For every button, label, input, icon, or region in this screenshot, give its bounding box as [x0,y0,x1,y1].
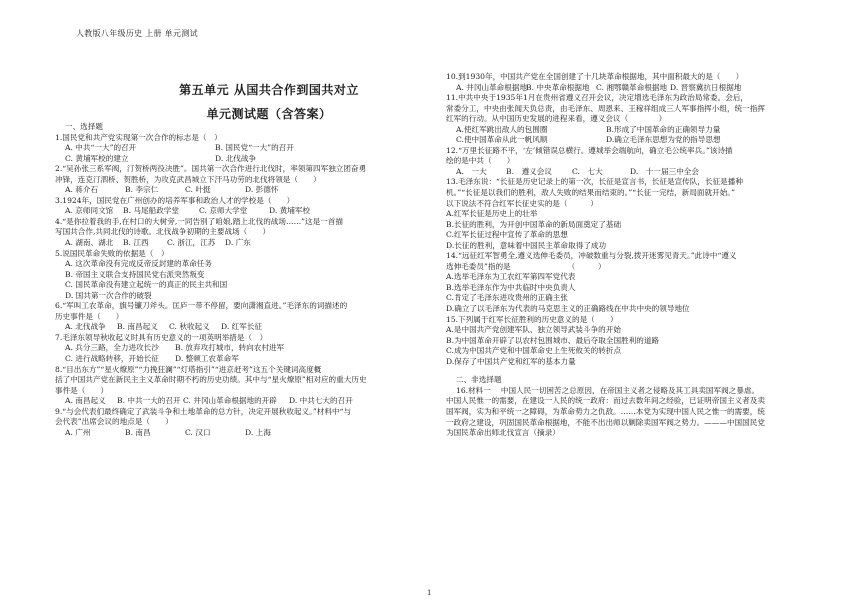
answer-options-row [55,206,423,217]
answer-option: C. 叶挺 [185,185,211,195]
question-text-line: A.选举毛泽东为工农红军第四军党代表 [446,272,576,282]
question-text-line: 11.中共中央于1935年1月在贵州省遵义召开会议，决定增选毛泽东为政治局常委。会后， [446,93,749,103]
answer-option: B. 放弃攻打城市，转向农村进军 [175,343,285,353]
question-text-line: 7.毛泽东领导秋收起义时具有历史意义的一项英明举措是（ ） [55,332,268,342]
answer-option: D. 晋察冀抗日根据地 [670,82,742,92]
answer-option: A. 京师同文馆 [65,206,114,216]
question-text-line: 二、非选择题 [456,375,502,385]
question-text-line: 会代表”出席会议的地点是（ ） [55,417,173,427]
answer-option: A. 南昌起义 [65,396,106,406]
question-text-line: 8.“目出东方”“星火燎原”“力挽狂澜”“灯塔指引”“进京赶考”这五个关键词高度概 [55,364,322,374]
question-text-line: 5.说国民革命失败的依据是（ ） [55,248,169,258]
answer-options-row [55,322,423,333]
question-text-line: 4.“是你拉着我的手,在村口的大树旁,一同告别了咱娘,踏上北伐的战场……”这是一首描 [55,216,344,226]
answer-option: C. 黄埔军校的建立 [65,153,129,163]
answer-options-row [446,167,794,178]
answer-option: A. 兵分三路，全力进攻长沙 [65,343,159,353]
answer-option: A. 广州 [65,427,91,437]
answer-option: C. 七大 [572,166,603,176]
answer-options-row [55,428,423,439]
question-text-line: B.长征的胜利，为开创中国革命的新局面奠定了基础 [446,219,622,229]
answer-options-row [446,125,794,136]
question-text-line: A.红军长征是历史上的壮举 [446,209,538,219]
question-text-line: 事件是（ ） [55,385,109,395]
answer-option: C. 井冈山革命根据地的开辟 [183,396,277,406]
question-text-line: 历史事件是（ ） [55,311,124,321]
answer-option: C. 浙江，江苏 [167,238,216,248]
question-text-line: 绘的是中共（ ） [446,156,515,166]
answer-option: A.使红军跳出敌人的包围圈 [456,124,548,134]
answer-option: A. 湖南、湖北 [65,238,114,248]
answer-option: D. 北伐战争 [215,153,257,163]
question-text-line: 常委分工，中央由张闻天负总责，由毛泽东、周恩来、王稼祥组成三人军事指挥小组，统一指挥 [446,103,765,113]
question-text-line: D. 国共第一次合作的破裂 [65,290,152,300]
page-number: 1 [427,589,432,597]
question-text-line: C. 国民革命没有建立起统一的真正的民主共和国 [65,280,228,290]
question-text-line: D.长征的胜利，意味着中国民主革命取得了成功 [446,240,607,250]
left-questions [55,133,423,439]
question-text-line: 13.毛泽东说：“长征是历史记录上的第一次，长征是宣言书，长征是宣传队，长征是播种 [446,177,743,187]
answer-option: B. 李宗仁 [125,185,159,195]
question-text-line: D.确立了以毛泽东为代表的马克思主义的正确路线在中共中央的领导地位 [446,304,690,314]
question-text-line: 10.到1930年，中国共产党在全国创建了十几块革命根据地，其中面积最大的是（ ） [446,72,744,81]
answer-option: B. 马尾船政学堂 [123,206,179,216]
question-text-line: 红军的行动。从中国历史发展的进程来看，遵义会议（ ） [446,114,667,124]
question-text-line: 冲锋，连克汀泗桥、贺胜桥，为攻克武昌城立下汗马功劳的北伐将领是（ ） [55,174,321,184]
page-header: 人教版八年级历史 上册 单元测试 [76,29,198,38]
question-text-line: 6.“军叫工农革命，旗号镰刀斧头。匡庐一带不停留，要向潇湘直进。”毛泽东的词描述的 [55,301,348,311]
answer-option: D. 中共七大的召开 [289,396,353,406]
question-text-line: A.是中国共产党创建军队、独立领导武装斗争的开始 [446,325,621,335]
answer-options-row [55,396,423,407]
test-subtitle: 单元测试题（含答案） [206,107,332,121]
answer-option: B. 南昌起义 [117,322,158,332]
answer-option: B. 遵义会议 [506,166,552,176]
question-text-line: 写国共合作,共同北伐的诗歌。北伐战争初期的主要战场（ ） [55,227,271,237]
answer-options-row [446,83,794,94]
answer-option: B. 国民党“一大”的召开 [215,143,294,153]
answer-option: B. 中央革命根据地 [526,82,590,92]
question-text-line: B. 帝国主义联合支持国民党右派突然叛变 [65,269,205,279]
right-questions [446,72,794,439]
answer-option: A. 井冈山革命根据地 [456,82,528,92]
question-text-line: C.红军长征过程中宣传了革命的思想 [446,230,568,240]
question-text-line: D.保存了中国共产党和红军的基本力量 [446,356,576,366]
answer-option: D. 十一届三中全会 [630,166,699,176]
answer-option: C. 秋收起义 [169,322,210,332]
answer-option: C. 京师大学堂 [199,206,248,216]
question-text-line: B.选举毛泽东作为中共临时中央负责人 [446,282,576,292]
answer-options-row [55,143,423,154]
answer-option: A. 北伐战争 [65,322,106,332]
question-text-line: 机。”“长征是以我们的胜利，敌人失败的结果而结束的。”“长征一完结，新局面就开始。” [446,188,735,198]
question-text-line: 以下说法不符合红军长征史实的是（ ） [446,198,598,208]
question-text-line: 国军阀，实为和平统一之障碍，为革命势力之仇敌。……本党为实现中国人民之惟一的需要，统 [446,406,765,416]
answer-option: D. 整顿工农革命军 [175,354,239,364]
question-text-line: 15.下列属于红军长征胜利的历史意义的是（ ） [446,314,618,324]
question-text-line: 中国人民惟一的需要，在建设一人民的统一政府：而过去数年间之经验，已证明帝国主义者及卖 [446,396,765,406]
right-column [446,72,794,439]
question-text-line: C.肯定了毛泽东进攻贵州的正确主张 [446,293,568,303]
question-text-line: 选伸毛委员”指的是 （ ） [446,261,606,271]
answer-options-row [446,135,794,146]
answer-option: D. 红军长征 [221,322,263,332]
answer-option: D. 上海 [245,427,271,437]
question-text-line: 2.“吴孙张三系军阀，汀贺桥两役决胜”。国共第一次合作进行北伐时，率领第四军独立团奋勇 [55,164,367,174]
answer-options-row [55,343,423,354]
answer-options-row [55,154,423,165]
answer-option: C. 进行战略转移，开始长征 [65,354,159,364]
answer-option: D. 广东 [225,238,251,248]
answer-option: B.形成了中国革命的正确领导力量 [606,124,721,134]
answer-option: B. 中共一大的召开 [117,396,181,406]
answer-option: A. 中共“一大”的召开 [65,143,137,153]
answer-option: B. 江西 [123,238,149,248]
answer-option: D. 彭德怀 [245,185,279,195]
question-text-line: C.成为中国共产党和中国革命史上生死攸关的转折点 [446,346,622,356]
answer-options-row [55,185,423,196]
question-text-line: 一政府之建设，巩固国民革命根据地，不能不出出师以剿除卖国军阀之势力。———中国国民党 [446,417,765,427]
unit-title: 第五单元 从国共合作到国共对立 [179,83,359,97]
question-text-line: A. 这次革命没有完成反帝反封建的革命任务 [65,259,212,269]
answer-options-row [55,354,423,365]
answer-option: C. 湘鄂赣革命根据地 [596,82,668,92]
answer-option: C. 汉口 [185,427,211,437]
answer-option: A. 一大 [456,166,487,176]
question-text-line: B.为中国革命开辟了以农村包围城市、最后夺取全国胜利的道路 [446,335,660,345]
answer-option: D.确立毛泽东思想为党的指导思想 [606,135,721,145]
question-text-line: 14.“远征红军智勇全,遵义选伸毛委员，冲破数重与分裂,拨开迷雾见青天。”此诗中“遵义 [446,251,737,261]
answer-option: D. 黄埔军校 [269,206,311,216]
answer-option: A. 蒋介石 [65,185,99,195]
question-text-line: 为国民革命出师北伐宣言（摘录） [446,428,560,438]
question-text-line: 12.“万里长征路不平，‘左’倾错误总横行。遵城举会端航向，确立毛公统率兵。”该诗描 [446,145,733,155]
section-heading-choice: 一、选择题 [65,122,103,131]
question-text-line: 16.材料一 中国人民一切困苦之总原因，在帝国主义者之侵略及其工具卖国军阀之暴虐。 [456,385,760,395]
answer-option: C.使中国革命从此一帆风顺 [456,135,548,145]
question-text-line: 1.国民党和共产党实现第一次合作的标志是（ ） [55,132,222,142]
answer-options-row [55,238,423,249]
question-text-line: 3.1924年，国民党在广州创办的培养军事和政治人才的学校是（ ） [55,195,295,205]
question-text-line: 9.“与会代表们最终确定了武装斗争和土地革命的总方针，决定开展秋收起义。”材料中“与 [55,406,352,416]
question-text-line: 括了中国共产党在新民主主义革命时期不朽的历史功绩。其中与“星火燎原”相对应的重大历史 [55,375,367,385]
answer-option: B. 南昌 [125,427,151,437]
left-column [55,72,423,438]
